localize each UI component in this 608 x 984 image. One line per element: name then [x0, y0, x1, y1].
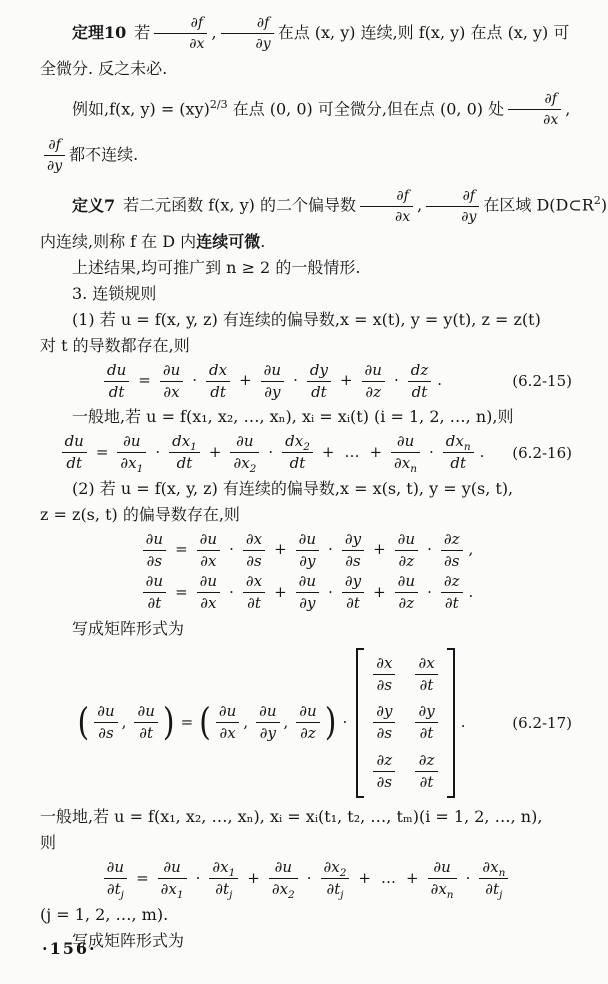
- fraction-numerator: ∂u: [428, 859, 457, 879]
- fraction-du-dy: [261, 362, 284, 402]
- equation-body: [40, 573, 572, 613]
- equals-sign: =: [95, 442, 109, 461]
- para-theorem-10-cont: [40, 56, 572, 82]
- fraction-dz-dt: [408, 362, 432, 402]
- dot-operator: ·: [427, 540, 432, 559]
- para-matrix-form-intro: [40, 616, 572, 642]
- text-run: (j = 1, 2, …, m).: [40, 904, 169, 924]
- heading-chain-rule: [40, 281, 572, 307]
- exponent-two-thirds: 2/3: [209, 98, 228, 111]
- fraction-denominator: dt: [450, 454, 467, 473]
- fraction-dxn-dt: [443, 433, 474, 473]
- comma: ,: [243, 712, 249, 731]
- fraction-numerator: ∂f: [44, 137, 65, 156]
- dot-operator: ·: [195, 868, 201, 887]
- text-run: .: [260, 231, 266, 251]
- fraction-du-ds: [143, 531, 166, 571]
- page-number-text: ·156·: [42, 939, 97, 958]
- dot-operator: ·: [328, 582, 333, 601]
- fraction-numerator: ∂x: [415, 655, 437, 675]
- gradient-vector-xyz: [198, 701, 337, 745]
- fraction-denominator: ∂z: [398, 594, 415, 613]
- fraction-numerator: $dx_n$: [443, 433, 474, 453]
- fraction-numerator: ∂u: [197, 531, 220, 551]
- fraction-numerator: ∂z: [373, 752, 395, 772]
- fraction-denominator: ∂t: [419, 772, 434, 791]
- para-case-1-cont: [40, 333, 572, 359]
- fraction-denominator: ∂x: [200, 551, 217, 570]
- fraction-numerator: du: [104, 362, 129, 382]
- fraction-denominator: ∂s: [345, 551, 361, 570]
- fraction-dx2-dt: [282, 433, 313, 473]
- fraction-numerator: ∂u: [230, 433, 259, 453]
- fraction-dx1-dtj: [209, 858, 238, 902]
- equation-6-2-17: [40, 648, 572, 799]
- para-definition-7-cont: [40, 229, 572, 255]
- text-run: 则: [40, 833, 57, 853]
- fraction-denominator: dt: [108, 382, 125, 401]
- fraction-df-dy: [221, 15, 274, 52]
- fraction-numerator: $dx_1$: [169, 433, 200, 453]
- fraction-du-dz: [395, 531, 418, 571]
- fraction-df-dx: [360, 188, 413, 225]
- fraction-numerator: ∂u: [158, 859, 187, 879]
- fraction-numerator: ∂f: [360, 188, 413, 207]
- equals-sign: =: [175, 540, 188, 559]
- dot-operator: ·: [465, 868, 471, 887]
- plus-sign: +: [369, 442, 383, 461]
- subscript: 1: [136, 463, 144, 476]
- text-run: z = z(s, t) 的偏导数存在,则: [40, 504, 240, 524]
- para-case-2-cont: [40, 502, 572, 528]
- fraction-denominator: ∂s: [98, 724, 114, 743]
- fraction-du-dz: [395, 573, 418, 613]
- text-run: 在点 (0, 0) 可全微分,但在点 (0, 0) 处: [227, 99, 505, 119]
- text-run: (1) 若 u = f(x, y, z) 有连续的偏导数,x = x(t), y = y(t), z = z(t): [72, 309, 541, 329]
- exponent-two: 2: [593, 194, 601, 208]
- ellipsis: …: [381, 868, 396, 887]
- plus-sign: +: [373, 582, 386, 601]
- fraction-denominator: $\partial x_2$: [271, 880, 295, 902]
- fraction-denominator: ∂t: [139, 724, 154, 743]
- subscript: j: [340, 889, 344, 902]
- fraction-numerator: dx: [206, 362, 230, 382]
- para-example-cont: [40, 132, 572, 178]
- text-run: 都不连续.: [69, 145, 139, 165]
- equation-period: .: [468, 582, 474, 601]
- fraction-numerator: ∂z: [415, 752, 437, 772]
- matrix-right-bracket: [447, 648, 455, 799]
- fraction-numerator: ∂f: [221, 15, 274, 34]
- plus-sign: +: [406, 868, 419, 887]
- fraction-denominator: $\partial x_1$: [120, 454, 144, 476]
- fraction-denominator: ∂z: [398, 551, 415, 570]
- fraction-numerator: ∂f: [508, 91, 561, 110]
- fraction-df-dy: [44, 137, 65, 174]
- plus-sign: +: [339, 371, 353, 390]
- definition-7-label: 定义7: [72, 195, 116, 215]
- fraction-numerator: ∂z: [441, 531, 463, 551]
- text-run: 全微分. 反之未必.: [40, 59, 168, 78]
- subscript: 2: [303, 441, 310, 454]
- fraction-numerator: ∂u: [269, 859, 298, 879]
- fraction-denominator: ∂z: [300, 724, 316, 743]
- equation-body: [40, 858, 572, 902]
- fraction-dx1-dt: [169, 433, 200, 473]
- para-theorem-10: [40, 10, 572, 56]
- fraction-numerator: ∂u: [256, 703, 279, 723]
- fraction-numerator: ∂u: [216, 703, 239, 723]
- para-case-2: [40, 476, 572, 502]
- dot-operator: ·: [427, 582, 432, 601]
- big-paren-left: (: [77, 701, 90, 745]
- fraction-dy-dt: [342, 573, 364, 613]
- dot-operator: ·: [293, 371, 298, 390]
- fraction-du-dy: [296, 573, 319, 613]
- fraction-denominator: ∂x: [200, 594, 217, 613]
- plus-sign: +: [321, 442, 335, 461]
- fraction-dx2-dtj: [321, 858, 350, 902]
- subscript: n: [410, 463, 418, 476]
- plus-sign: +: [239, 371, 252, 390]
- fraction-numerator: ∂y: [373, 703, 395, 723]
- fraction-numerator: ∂y: [415, 703, 437, 723]
- para-matrix-form-intro-2: [40, 928, 572, 954]
- para-index-range: [40, 902, 572, 928]
- fraction-du-dt: [143, 573, 166, 613]
- text-run: ): [600, 195, 608, 215]
- fraction-du-dy: [256, 703, 279, 743]
- fraction-numerator: ∂f: [426, 188, 479, 207]
- ellipsis: …: [344, 442, 360, 461]
- text-run: 内连续,则称 f 在 D 内: [40, 231, 197, 251]
- equals-sign: =: [138, 371, 151, 390]
- fraction-du-dt: [104, 362, 129, 402]
- subscript: n: [446, 889, 454, 902]
- fraction-dz-ds: [373, 752, 395, 792]
- fraction-denominator: ∂t: [147, 594, 162, 613]
- fraction-du-dtj: [104, 858, 127, 902]
- fraction-df-dx: [508, 91, 561, 128]
- fraction-numerator: ∂u: [261, 362, 284, 382]
- fraction-numerator: ∂u: [143, 531, 166, 551]
- fraction-numerator: ∂y: [342, 573, 364, 593]
- fraction-dx-dt: [415, 655, 437, 695]
- fraction-dx-ds: [373, 655, 395, 695]
- fraction-df-dx: [154, 15, 207, 52]
- fraction-denominator: ∂x: [163, 382, 180, 401]
- fraction-du-dt: [134, 703, 157, 743]
- equation-period: .: [460, 712, 466, 731]
- fraction-du-dxn: [391, 432, 420, 476]
- equation-body: [40, 432, 502, 476]
- fraction-denominator: ∂s: [376, 772, 393, 791]
- fraction-denominator: ∂t: [444, 594, 459, 613]
- fraction-dy-dt: [415, 703, 437, 743]
- fraction-df-dy: [426, 188, 479, 225]
- fraction-numerator: ∂u: [117, 433, 146, 453]
- text-run: 若二元函数 f(x, y) 的二个偏导数: [123, 195, 356, 215]
- plus-sign: +: [274, 582, 287, 601]
- heading-text: 3. 连锁规则: [72, 283, 157, 303]
- dot-operator: ·: [393, 371, 399, 390]
- fraction-numerator: ∂x: [373, 655, 395, 675]
- fraction-numerator: ∂u: [104, 859, 127, 879]
- text-run: (2) 若 u = f(x, y, z) 有连续的偏导数,x = x(s, t), y = y(s, t),: [72, 478, 514, 498]
- fraction-denominator: $\partial x_n$: [430, 880, 454, 902]
- equation-body: [40, 362, 502, 402]
- fraction-denominator: $\partial t_j$: [215, 880, 233, 902]
- text-run: 上述结果,均可推广到 n ≥ 2 的一般情形.: [72, 257, 361, 277]
- fraction-numerator: ∂u: [197, 573, 220, 593]
- comma: ,: [121, 712, 127, 731]
- fraction-denominator: $\partial t_j$: [485, 880, 503, 902]
- fraction-du-dx1: [158, 858, 187, 902]
- para-example: [40, 82, 572, 132]
- subscript: 1: [228, 867, 236, 880]
- fraction-du-dx: [197, 573, 220, 613]
- fraction-denominator: ∂t: [346, 594, 360, 613]
- dot-operator: ·: [192, 371, 198, 390]
- fraction-denominator: dt: [210, 382, 226, 401]
- equation-body: [40, 648, 502, 799]
- text-run: 对 t 的导数都存在,则: [40, 335, 190, 355]
- fraction-du-dz: [296, 703, 319, 743]
- fraction-du-dx: [216, 703, 239, 743]
- fraction-numerator: $dx_2$: [282, 433, 313, 453]
- jacobian-matrix: [356, 648, 454, 799]
- fraction-denominator: $\partial t_j$: [326, 880, 344, 902]
- fraction-numerator: ∂u: [395, 573, 418, 593]
- equation-6-2-15: [40, 362, 572, 402]
- fraction-numerator: ∂u: [94, 703, 117, 723]
- fraction-dx-ds: [243, 531, 265, 571]
- equation-number: (6.2-17): [512, 713, 572, 732]
- fraction-numerator: ∂u: [143, 573, 166, 593]
- dot-operator: ·: [306, 868, 312, 887]
- fraction-denominator: dt: [176, 454, 193, 473]
- fraction-denominator: ∂z: [365, 382, 382, 401]
- fraction-denominator: ∂y: [299, 594, 316, 613]
- para-general-single-var: [40, 404, 572, 430]
- fraction-numerator: ∂f: [154, 15, 207, 34]
- fraction-denominator: $\partial x_1$: [160, 880, 184, 902]
- fraction-dx-dt: [206, 362, 230, 402]
- subscript: j: [499, 889, 503, 902]
- gradient-vector-st: [77, 701, 176, 745]
- fraction-denominator: ∂y: [47, 158, 63, 175]
- subscript: 2: [249, 463, 257, 476]
- plus-sign: +: [247, 868, 260, 887]
- text-run: 一般地,若 u = f(x₁, x₂, …, xₙ), xᵢ = xᵢ(t) (i = 1, 2, …, n),则: [72, 407, 514, 427]
- fraction-denominator: ∂s: [443, 551, 460, 570]
- equation-number: (6.2-15): [512, 372, 572, 391]
- fraction-denominator: ∂y: [461, 208, 477, 225]
- fraction-denominator: ∂x: [219, 724, 236, 743]
- fraction-denominator: ∂y: [299, 551, 316, 570]
- fraction-du-dy: [296, 531, 319, 571]
- dot-operator: ·: [268, 442, 274, 461]
- fraction-dy-dt: [307, 362, 331, 402]
- fraction-numerator: ∂x: [243, 573, 265, 593]
- fraction-numerator: ∂z: [441, 573, 463, 593]
- fraction-du-dx2: [230, 432, 259, 476]
- equation-6-2-16: [40, 432, 572, 476]
- subscript: j: [120, 889, 124, 902]
- matrix-grid: [364, 648, 446, 799]
- plus-sign: +: [208, 442, 222, 461]
- fraction-du-dx: [197, 531, 220, 571]
- fraction-numerator: dy: [307, 362, 331, 382]
- equation-number: (6.2-16): [512, 443, 572, 462]
- fraction-dy-ds: [342, 531, 364, 571]
- text-run: ,: [211, 23, 217, 42]
- equation-du-dtj: [40, 858, 572, 902]
- big-paren-left: (: [199, 701, 211, 745]
- para-case-1: [40, 307, 572, 333]
- subscript: 2: [288, 889, 295, 902]
- dot-operator: ·: [328, 540, 333, 559]
- text-run: 在区域 D(D⊂R: [483, 195, 594, 215]
- fraction-denominator: ∂x: [543, 112, 559, 129]
- fraction-du-dx2: [269, 858, 298, 902]
- fraction-dy-ds: [373, 703, 395, 743]
- fraction-du-dxn: [428, 858, 457, 902]
- page-number: [42, 939, 97, 958]
- text-run: ,: [417, 195, 423, 215]
- fraction-dz-dt: [415, 752, 437, 792]
- dot-operator: ·: [429, 442, 434, 461]
- fraction-du-dt: [62, 433, 87, 473]
- text-run: 写成矩阵形式为: [72, 930, 185, 950]
- subscript: 2: [339, 867, 347, 880]
- equation-period: .: [437, 371, 443, 390]
- matrix-left-bracket: [356, 648, 364, 799]
- fraction-du-ds: [94, 703, 117, 743]
- subscript: n: [498, 867, 506, 880]
- fraction-denominator: ∂y: [264, 382, 281, 401]
- text-run: 在点 (x, y) 连续,则 f(x, y) 在点 (x, y) 可: [277, 23, 570, 42]
- fraction-du-dx: [160, 362, 183, 402]
- fraction-numerator: $\partial x_n$: [479, 859, 508, 879]
- fraction-denominator: dt: [411, 382, 428, 401]
- fraction-numerator: $\partial x_2$: [321, 859, 350, 879]
- fraction-du-dx1: [117, 432, 146, 476]
- para-generalization: [40, 255, 572, 281]
- para-then: [40, 830, 572, 856]
- dot-operator: ·: [155, 442, 161, 461]
- subscript: 1: [176, 889, 184, 902]
- equation-body: [40, 531, 572, 571]
- fraction-denominator: ∂s: [376, 675, 393, 694]
- subscript: n: [463, 441, 471, 454]
- fraction-denominator: ∂y: [259, 724, 276, 743]
- fraction-numerator: dz: [408, 362, 432, 382]
- equals-sign: =: [180, 712, 194, 731]
- fraction-denominator: dt: [311, 382, 327, 401]
- dot-operator: ·: [342, 712, 348, 731]
- equation-comma: ,: [468, 540, 474, 559]
- fraction-dxn-dtj: [479, 858, 508, 902]
- text-run: ,: [565, 99, 571, 119]
- emphasized-term: 连续可微: [196, 231, 261, 251]
- equation-period: .: [479, 442, 485, 461]
- fraction-numerator: ∂y: [342, 531, 364, 551]
- para-general-multi-var: [40, 804, 572, 830]
- fraction-denominator: $\partial x_n$: [394, 454, 418, 476]
- fraction-denominator: ∂t: [247, 594, 261, 613]
- big-paren-right: ): [324, 701, 337, 745]
- plus-sign: +: [274, 540, 287, 559]
- fraction-numerator: ∂u: [296, 573, 319, 593]
- fraction-numerator: ∂u: [296, 703, 319, 723]
- fraction-denominator: dt: [66, 454, 83, 473]
- fraction-denominator: ∂y: [255, 36, 271, 52]
- fraction-numerator: du: [62, 433, 87, 453]
- fraction-numerator: ∂u: [160, 362, 183, 382]
- para-definition-7: [40, 178, 608, 228]
- plus-sign: +: [373, 540, 386, 559]
- fraction-numerator: ∂u: [134, 703, 157, 723]
- fraction-numerator: ∂x: [243, 531, 265, 551]
- fraction-dx-dt: [243, 573, 265, 613]
- dot-operator: ·: [229, 582, 234, 601]
- subscript: j: [229, 889, 233, 902]
- fraction-denominator: ∂x: [394, 208, 411, 225]
- fraction-dz-dt: [441, 573, 463, 613]
- plus-sign: +: [358, 868, 371, 887]
- fraction-denominator: dt: [289, 454, 306, 473]
- text-run: 例如,f(x, y) = (xy): [72, 99, 210, 119]
- equation-du-ds: [40, 531, 572, 571]
- equals-sign: =: [136, 868, 149, 887]
- big-paren-right: ): [162, 701, 175, 745]
- subscript: 1: [190, 441, 197, 454]
- fraction-denominator: $\partial t_j$: [106, 880, 124, 902]
- equals-sign: =: [175, 582, 188, 601]
- dot-operator: ·: [229, 540, 234, 559]
- fraction-denominator: ∂s: [246, 551, 262, 570]
- fraction-numerator: ∂u: [296, 531, 319, 551]
- text-run: 一般地,若 u = f(x₁, x₂, …, xₙ), xᵢ = xᵢ(t₁, t₂, …, tₘ)(i = 1, 2, …, n),: [40, 807, 543, 827]
- theorem-10-label: 定理10: [72, 23, 127, 42]
- fraction-denominator: ∂s: [376, 724, 393, 743]
- fraction-denominator: $\partial x_2$: [233, 454, 257, 476]
- fraction-denominator: ∂s: [146, 551, 163, 570]
- fraction-numerator: ∂u: [395, 531, 418, 551]
- fraction-dz-ds: [441, 531, 463, 571]
- fraction-denominator: ∂t: [419, 675, 434, 694]
- fraction-numerator: ∂u: [391, 433, 420, 453]
- fraction-denominator: ∂x: [189, 36, 205, 52]
- equation-du-dt: [40, 573, 572, 613]
- fraction-du-dz: [362, 362, 385, 402]
- text-run: 若: [134, 23, 151, 42]
- fraction-numerator: ∂u: [362, 362, 385, 382]
- fraction-numerator: $\partial x_1$: [209, 859, 238, 879]
- fraction-denominator: ∂t: [419, 724, 434, 743]
- comma: ,: [283, 712, 289, 731]
- text-run: 写成矩阵形式为: [72, 618, 185, 638]
